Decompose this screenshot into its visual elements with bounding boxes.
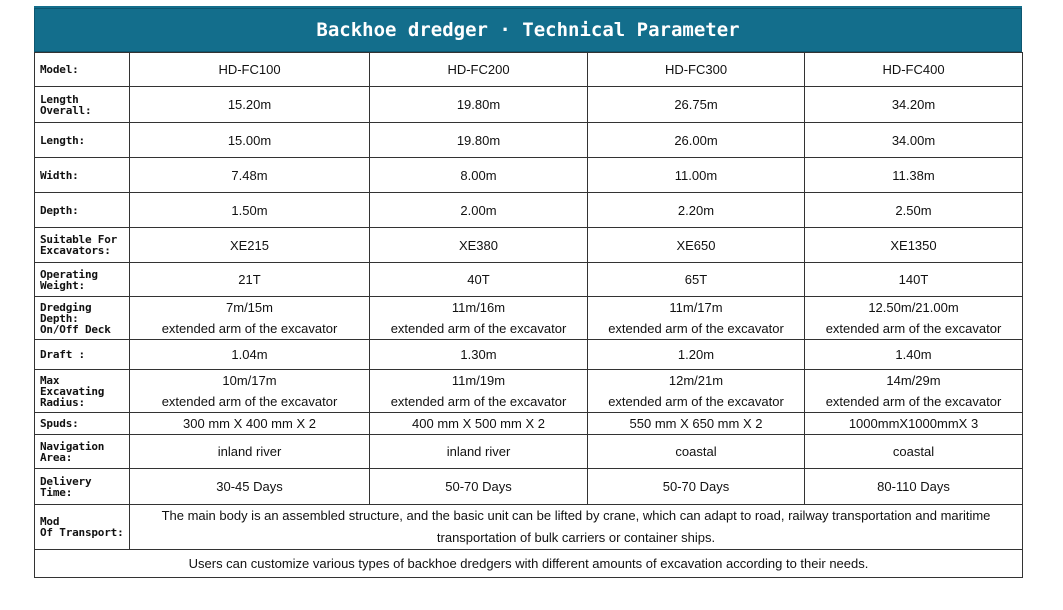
row-label <box>35 263 130 297</box>
table-cell <box>130 297 370 340</box>
table-cell <box>805 370 1023 413</box>
transport-text: The main body is an assembled structure, and the basic unit can be lifted by crane, which can adapt to road, railway transportation and maritime transportation of bulk carriers or container ships. <box>130 505 1023 550</box>
row-label-line: Length: <box>40 133 85 147</box>
table-cell <box>588 297 805 340</box>
cell-note: extended arm of the excavator <box>390 321 567 336</box>
table-row <box>35 87 1023 123</box>
cell-note: extended arm of the excavator <box>161 394 338 409</box>
table-cell: coastal <box>588 435 805 469</box>
row-label-line: Operating <box>40 267 98 281</box>
table-row <box>35 370 1023 413</box>
row-label-line: Max <box>40 373 60 387</box>
table-cell: coastal <box>805 435 1023 469</box>
table-cell: 34.00m <box>805 123 1023 158</box>
row-label-line: Overall: <box>40 103 92 117</box>
table-cell: 7.48m <box>130 158 370 193</box>
table-cell <box>805 297 1023 340</box>
footer-note: Users can customize various types of backhoe dredgers with different amounts of excavation according to their needs. <box>35 550 1023 578</box>
row-label <box>35 469 130 505</box>
table-cell: 19.80m <box>370 123 588 158</box>
table-row <box>35 228 1023 263</box>
table-cell: 34.20m <box>805 87 1023 123</box>
cell-note: extended arm of the excavator <box>608 321 784 336</box>
table-cell: XE380 <box>370 228 588 263</box>
row-label-line: Navigation <box>40 439 105 453</box>
table-cell: 30-45 Days <box>130 469 370 505</box>
table-cell: inland river <box>130 435 370 469</box>
row-label-line: Width: <box>40 168 79 182</box>
row-label-line: Area: <box>40 450 73 464</box>
row-label <box>35 340 130 370</box>
row-label-line: Excavating <box>40 384 105 398</box>
row-label <box>35 123 130 158</box>
row-label <box>35 158 130 193</box>
table-cell: 50-70 Days <box>370 469 588 505</box>
transport-row <box>35 505 1023 550</box>
cell-value: 11m/17m <box>669 300 723 315</box>
row-label <box>35 87 130 123</box>
model-name: HD-FC400 <box>805 53 1023 87</box>
table-cell: 1.20m <box>588 340 805 370</box>
row-label <box>35 228 130 263</box>
row-label-line: On/Off Deck <box>40 322 111 336</box>
cell-value: 12m/21m <box>668 373 724 388</box>
row-label <box>35 297 130 340</box>
table-cell: inland river <box>370 435 588 469</box>
table-cell: 50-70 Days <box>588 469 805 505</box>
row-label-line: Time: <box>40 485 73 499</box>
row-label-line: Radius: <box>40 395 85 409</box>
table-row <box>35 123 1023 158</box>
table-cell <box>370 297 588 340</box>
table-cell: 400 mm X 500 mm X 2 <box>370 413 588 435</box>
table-row <box>35 297 1023 340</box>
cell-value: 11m/16m <box>451 300 506 315</box>
table-row <box>35 340 1023 370</box>
row-label-line: Mod <box>40 515 60 528</box>
table-cell: 65T <box>588 263 805 297</box>
table-row <box>35 469 1023 505</box>
table-cell: 26.75m <box>588 87 805 123</box>
row-label-line: Spuds: <box>40 417 79 430</box>
footer-row <box>35 550 1023 578</box>
table-cell: 11.38m <box>805 158 1023 193</box>
table-cell: 80-110 Days <box>805 469 1023 505</box>
model-row <box>35 53 1023 87</box>
table-cell: 1.04m <box>130 340 370 370</box>
model-name: HD-FC200 <box>370 53 588 87</box>
table-cell: 1.30m <box>370 340 588 370</box>
row-label <box>35 413 130 435</box>
cell-value: 10m/17m <box>222 373 277 388</box>
table-cell: 140T <box>805 263 1023 297</box>
table-cell: XE650 <box>588 228 805 263</box>
cell-value: 14m/29m <box>886 373 941 388</box>
table-cell: XE1350 <box>805 228 1023 263</box>
cell-value: 7m/15m <box>226 300 273 315</box>
table-row <box>35 435 1023 469</box>
row-label-line: Depth: <box>40 203 79 217</box>
table-cell: 40T <box>370 263 588 297</box>
row-label-line: Delivery <box>40 474 92 488</box>
spec-table <box>34 52 1023 578</box>
cell-note: extended arm of the excavator <box>161 321 338 336</box>
table-cell: 15.20m <box>130 87 370 123</box>
cell-note: extended arm of the excavator <box>825 321 1002 336</box>
row-label-line: Dredging <box>40 300 92 314</box>
model-name: HD-FC100 <box>130 53 370 87</box>
table-cell: 19.80m <box>370 87 588 123</box>
spec-table-body <box>35 53 1023 578</box>
table-cell: 1.40m <box>805 340 1023 370</box>
cell-value: 11m/19m <box>451 373 506 388</box>
table-cell: 11.00m <box>588 158 805 193</box>
row-label <box>35 435 130 469</box>
table-cell <box>588 370 805 413</box>
table-cell: 21T <box>130 263 370 297</box>
table-cell: 550 mm X 650 mm X 2 <box>588 413 805 435</box>
table-cell: 2.50m <box>805 193 1023 228</box>
table-cell: 1.50m <box>130 193 370 228</box>
row-label-line: Suitable For <box>40 233 118 246</box>
page-title: Backhoe dredger · Technical Parameter <box>34 8 1022 52</box>
table-cell: 2.20m <box>588 193 805 228</box>
cell-note: extended arm of the excavator <box>390 394 567 409</box>
model-name: HD-FC300 <box>588 53 805 87</box>
row-label-line: Depth: <box>40 311 79 325</box>
spec-sheet <box>34 8 1022 578</box>
table-cell: 300 mm X 400 mm X 2 <box>130 413 370 435</box>
table-row <box>35 263 1023 297</box>
table-row <box>35 193 1023 228</box>
cell-note: extended arm of the excavator <box>608 394 784 409</box>
cell-value: 12.50m/21.00m <box>868 300 959 315</box>
row-label-line: Excavators: <box>40 244 111 257</box>
table-cell: 1000mmX1000mmX 3 <box>805 413 1023 435</box>
row-label-line: Length <box>40 92 79 106</box>
table-cell: 8.00m <box>370 158 588 193</box>
table-row <box>35 158 1023 193</box>
row-label <box>35 505 130 550</box>
table-cell: XE215 <box>130 228 370 263</box>
cell-note: extended arm of the excavator <box>825 394 1002 409</box>
table-cell: 26.00m <box>588 123 805 158</box>
row-label <box>35 370 130 413</box>
row-label-line: Of Transport: <box>40 526 124 539</box>
table-cell <box>370 370 588 413</box>
row-label: Model: <box>35 53 130 87</box>
table-cell <box>130 370 370 413</box>
row-label-line: Draft : <box>40 348 85 361</box>
row-label-line: Weight: <box>40 278 85 292</box>
row-label <box>35 193 130 228</box>
table-cell: 15.00m <box>130 123 370 158</box>
table-cell: 2.00m <box>370 193 588 228</box>
table-row <box>35 413 1023 435</box>
